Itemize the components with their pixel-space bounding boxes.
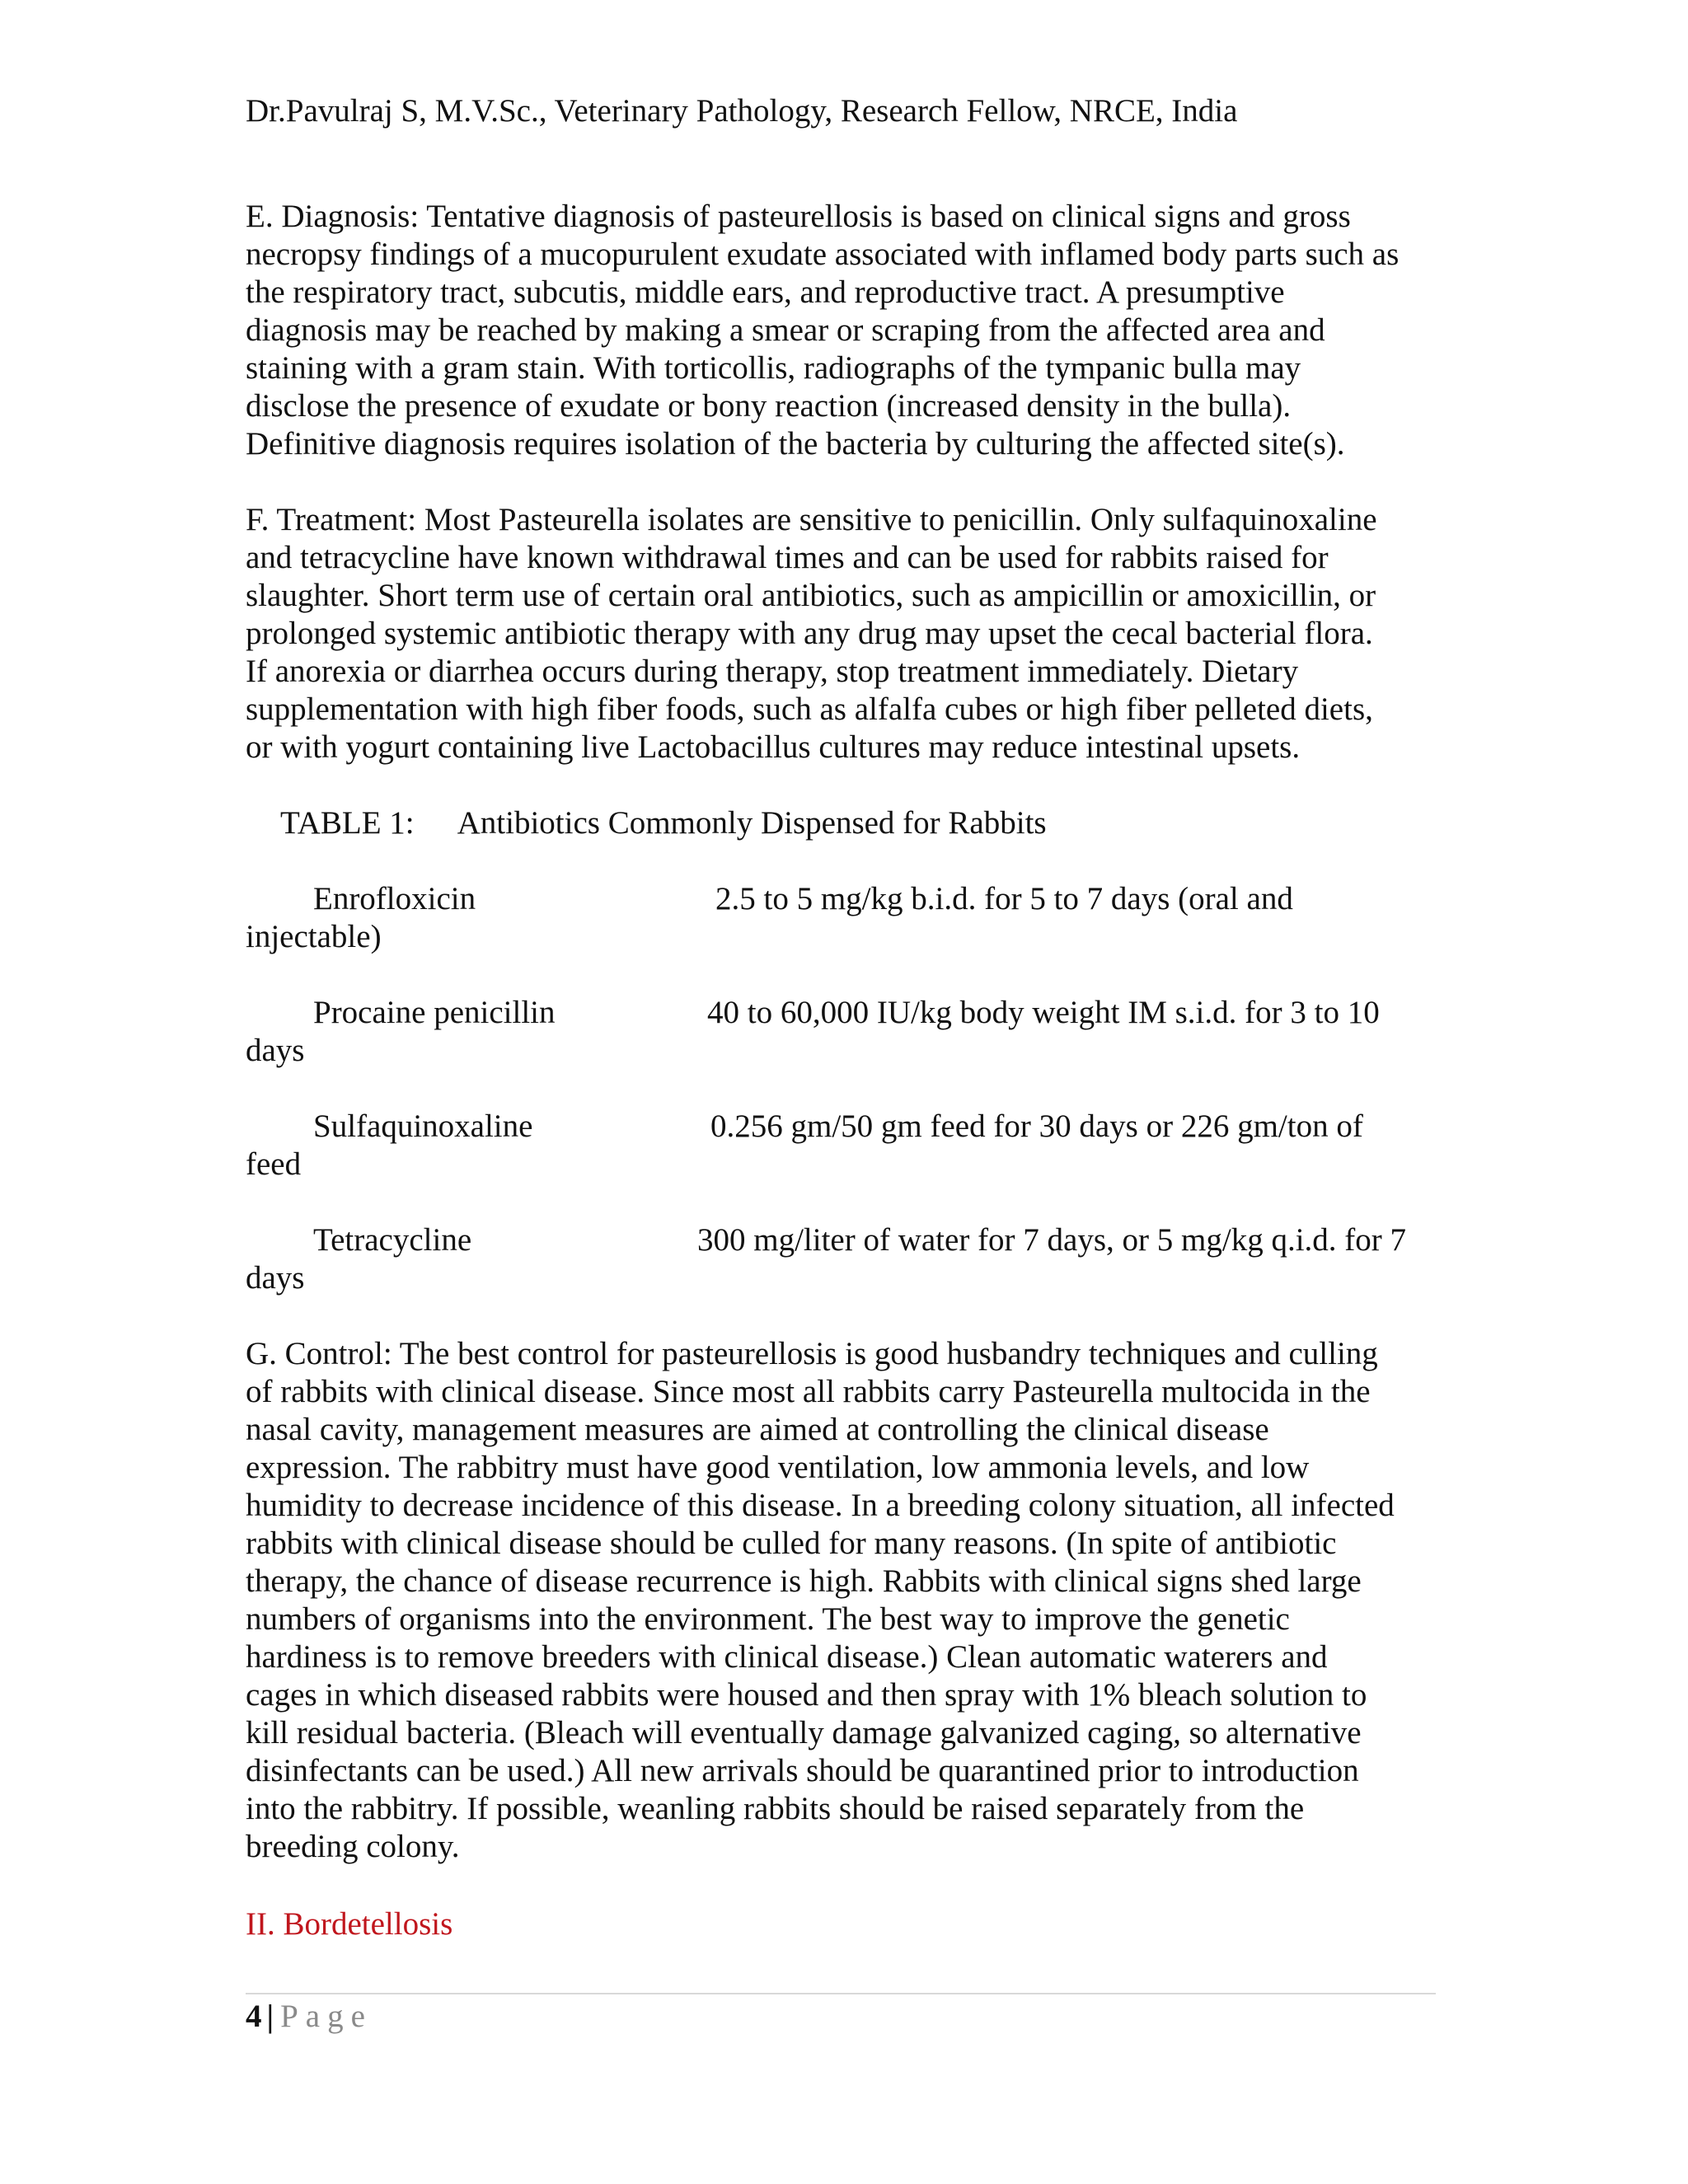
control-line: cages in which diseased rabbits were housed and then spray with 1% bleach solution to bbox=[246, 1677, 1367, 1713]
page-footer bbox=[246, 1998, 373, 2036]
treatment-line: supplementation with high fiber foods, such as alfalfa cubes or high fiber pelleted diets, bbox=[246, 691, 1373, 727]
drug-dose-continued: days bbox=[246, 1260, 305, 1296]
drug-dose-continued: days bbox=[246, 1033, 305, 1068]
treatment-line: or with yogurt containing live Lactobacillus cultures may reduce intestinal upsets. bbox=[246, 729, 1301, 765]
control-line: nasal cavity, management measures are aimed at controlling the clinical disease bbox=[246, 1412, 1269, 1447]
table-row bbox=[246, 1108, 1432, 1183]
footer-separator: | bbox=[266, 1999, 274, 2034]
section-heading-bordetellosis: II. Bordetellosis bbox=[246, 1906, 453, 1942]
page-number: 4 bbox=[246, 1999, 262, 2034]
drug-name: Enrofloxicin bbox=[313, 881, 476, 916]
drug-dose: 2.5 to 5 mg/kg b.i.d. for 5 to 7 days (oral and bbox=[715, 881, 1293, 916]
control-line: G. Control: The best control for pasteurellosis is good husbandry techniques and culling bbox=[246, 1336, 1378, 1371]
diagnosis-paragraph bbox=[246, 198, 1432, 463]
table-row bbox=[246, 994, 1432, 1070]
footer-divider bbox=[246, 1993, 1436, 1994]
diagnosis-line: Definitive diagnosis requires isolation of the bacteria by culturing the affected site(s). bbox=[246, 426, 1345, 462]
diagnosis-line: necropsy findings of a mucopurulent exudate associated with inflamed body parts such as bbox=[246, 237, 1400, 272]
table-title: Antibiotics Commonly Dispensed for Rabbits bbox=[457, 805, 1047, 841]
control-line: breeding colony. bbox=[246, 1829, 460, 1864]
control-line: kill residual bacteria. (Bleach will eventually damage galvanized caging, so alternative bbox=[246, 1715, 1362, 1750]
page-label: Page bbox=[280, 1999, 373, 2034]
drug-dose: 40 to 60,000 IU/kg body weight IM s.i.d. for 3 to 10 bbox=[707, 995, 1380, 1030]
control-line: humidity to decrease incidence of this disease. In a breeding colony situation, all infected bbox=[246, 1488, 1395, 1523]
control-line: of rabbits with clinical disease. Since most all rabbits carry Pasteurella multocida in the bbox=[246, 1374, 1371, 1409]
diagnosis-line: diagnosis may be reached by making a smear or scraping from the affected area and bbox=[246, 312, 1325, 348]
drug-name: Sulfaquinoxaline bbox=[313, 1108, 533, 1144]
drug-dose-continued: feed bbox=[246, 1146, 302, 1182]
drug-dose: 300 mg/liter of water for 7 days, or 5 mg/kg q.i.d. for 7 bbox=[697, 1222, 1406, 1258]
table-label: TABLE 1: bbox=[280, 805, 415, 841]
table-row bbox=[246, 1221, 1432, 1297]
treatment-line: If anorexia or diarrhea occurs during therapy, stop treatment immediately. Dietary bbox=[246, 654, 1299, 689]
control-line: disinfectants can be used.) All new arrivals should be quarantined prior to introduction bbox=[246, 1753, 1359, 1788]
control-paragraph bbox=[246, 1335, 1432, 1866]
control-line: hardiness is to remove breeders with clinical disease.) Clean automatic waterers and bbox=[246, 1639, 1328, 1675]
control-line: therapy, the chance of disease recurrence is high. Rabbits with clinical signs shed large bbox=[246, 1563, 1362, 1599]
drug-name: Procaine penicillin bbox=[313, 995, 556, 1030]
table-row bbox=[246, 880, 1432, 956]
control-line: into the rabbitry. If possible, weanling rabbits should be raised separately from the bbox=[246, 1791, 1305, 1826]
table-caption bbox=[280, 804, 1047, 842]
treatment-line: slaughter. Short term use of certain oral antibiotics, such as ampicillin or amoxicillin, or bbox=[246, 578, 1376, 613]
drug-name: Tetracycline bbox=[313, 1222, 472, 1258]
control-line: expression. The rabbitry must have good ventilation, low ammonia levels, and low bbox=[246, 1450, 1310, 1485]
diagnosis-line: staining with a gram stain. With torticollis, radiographs of the tympanic bulla may bbox=[246, 350, 1301, 386]
control-line: rabbits with clinical disease should be culled for many reasons. (In spite of antibiotic bbox=[246, 1526, 1337, 1561]
drug-dose: 0.256 gm/50 gm feed for 30 days or 226 gm/ton of bbox=[710, 1108, 1363, 1144]
drug-dose-continued: injectable) bbox=[246, 919, 382, 954]
treatment-line: and tetracycline have known withdrawal times and can be used for rabbits raised for bbox=[246, 540, 1329, 575]
treatment-line: F. Treatment: Most Pasteurella isolates are sensitive to penicillin. Only sulfaquinoxaline bbox=[246, 502, 1377, 537]
diagnosis-line: disclose the presence of exudate or bony reaction (increased density in the bulla). bbox=[246, 388, 1292, 424]
control-line: numbers of organisms into the environment. The best way to improve the genetic bbox=[246, 1601, 1290, 1637]
treatment-line: prolonged systemic antibiotic therapy with any drug may upset the cecal bacterial flora. bbox=[246, 616, 1373, 651]
treatment-paragraph bbox=[246, 501, 1432, 766]
diagnosis-line: E. Diagnosis: Tentative diagnosis of pasteurellosis is based on clinical signs and gross bbox=[246, 199, 1351, 234]
diagnosis-line: the respiratory tract, subcutis, middle ears, and reproductive tract. A presumptive bbox=[246, 274, 1285, 310]
page-header: Dr.Pavulraj S, M.V.Sc., Veterinary Pathology, Research Fellow, NRCE, India bbox=[246, 93, 1238, 129]
